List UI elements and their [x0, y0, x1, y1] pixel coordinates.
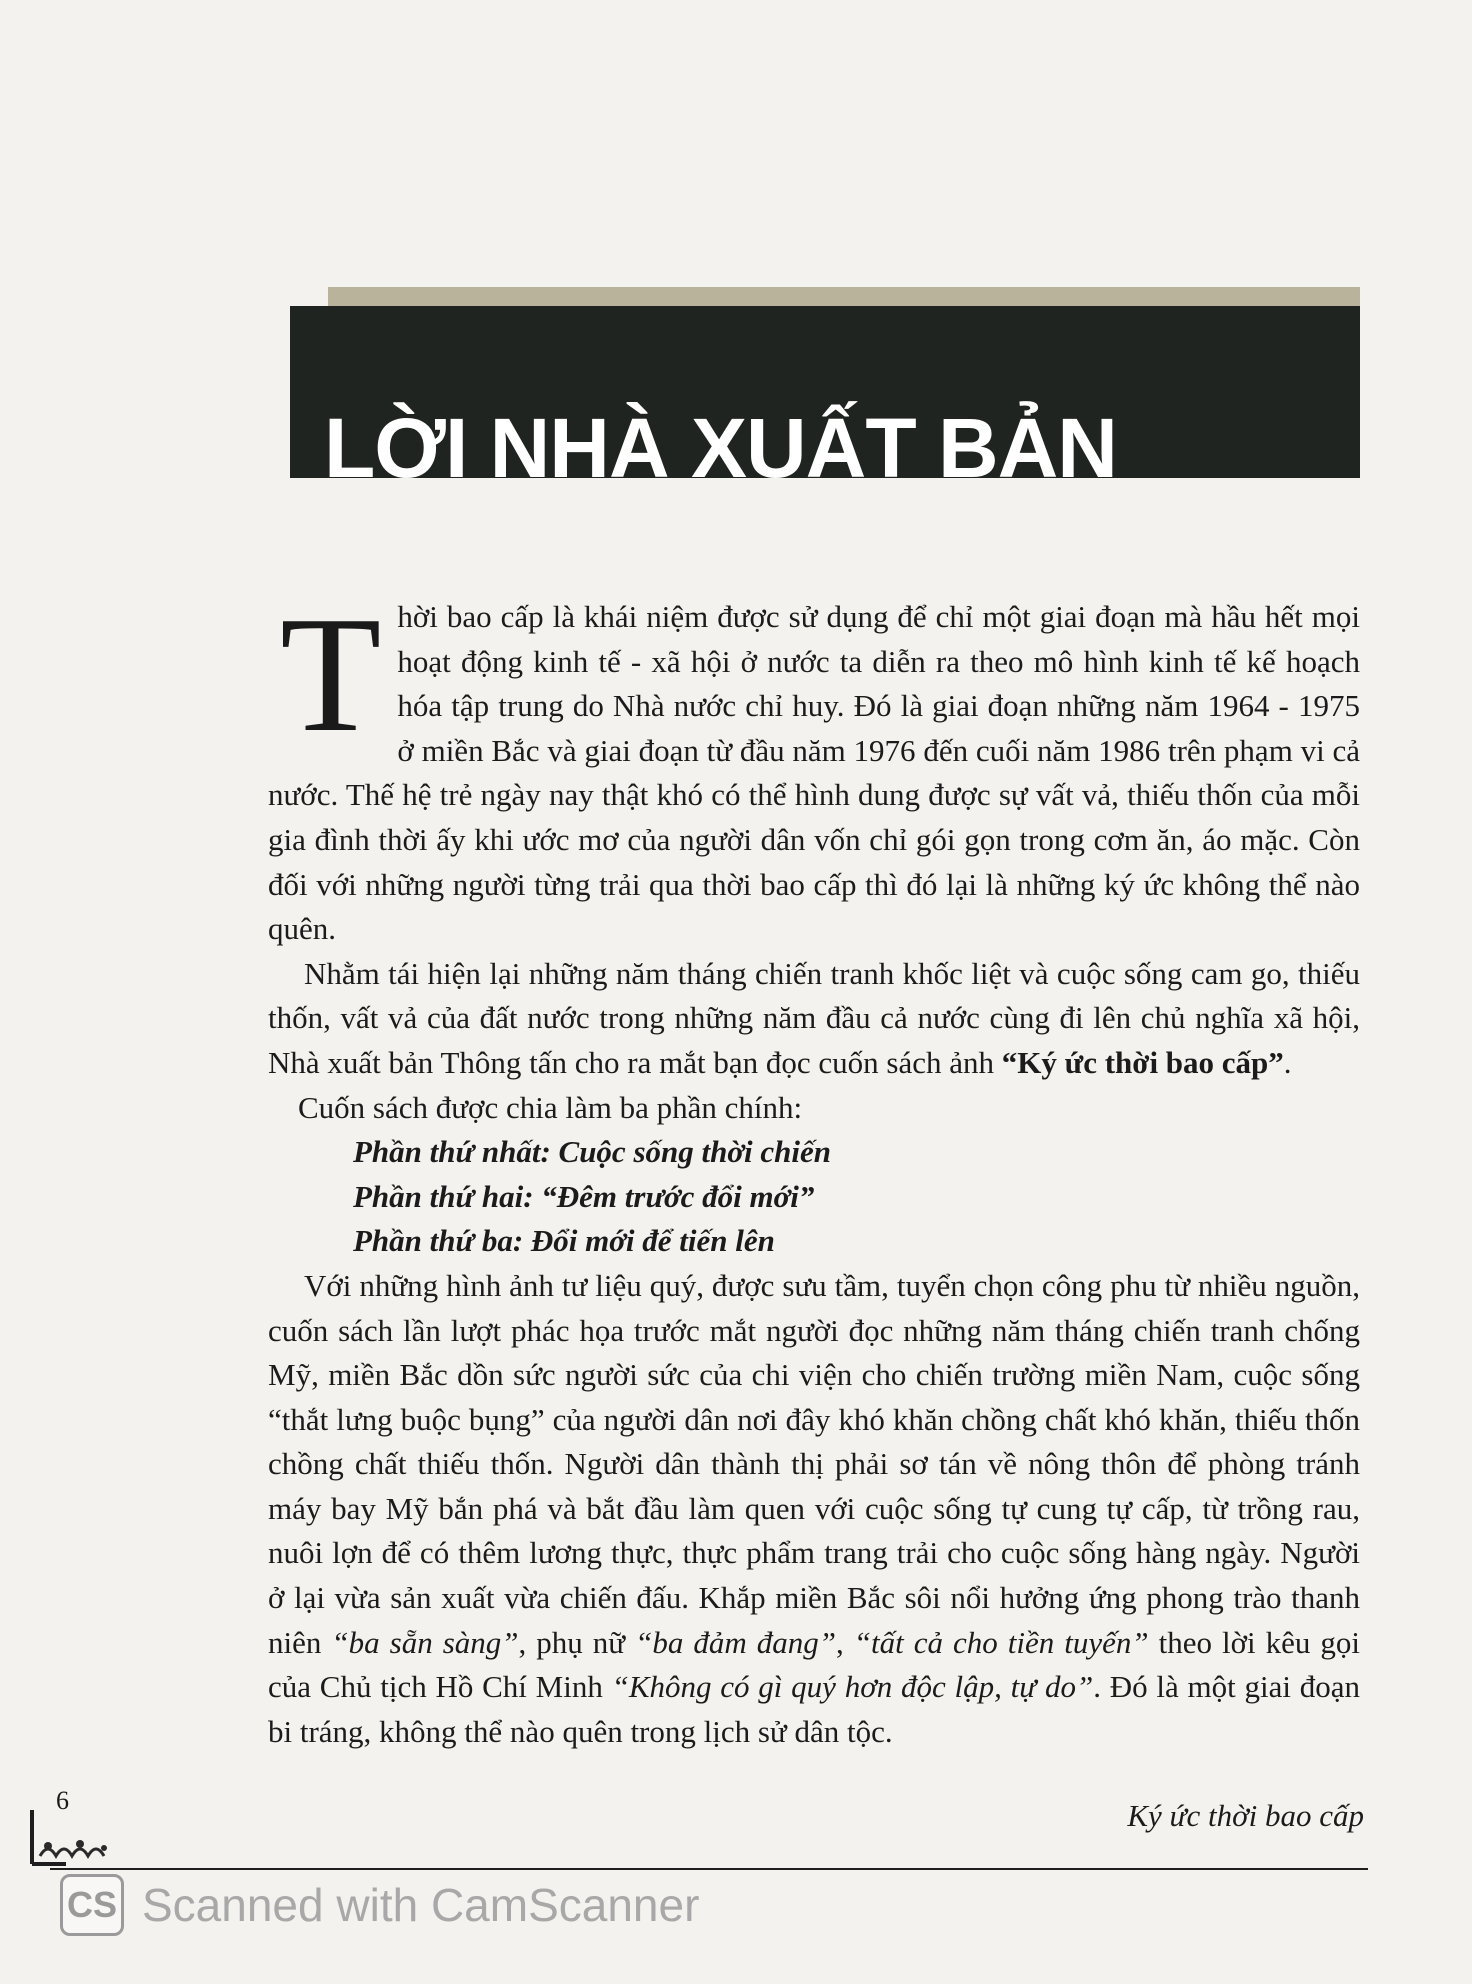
part-one: Phần thứ nhất: Cuộc sống thời chiến [353, 1134, 831, 1170]
footer-ornament-icon [26, 1806, 126, 1868]
quote-tat-ca-cho-tien-tuyen: “tất cả cho tiền tuyến” [853, 1624, 1149, 1660]
part-two: Phần thứ hai: “Đêm trước đổi mới” [353, 1178, 815, 1214]
paragraph-1-text: hời bao cấp là khái niệm được sử dụng để chỉ một giai đoạn mà hầu hết mọi hoạt động kinh tế - xã hội ở nước ta diễn ra theo mô hình kinh tế kế hoạch hóa tập trung do Nhà nước chỉ huy. Đó là giai đoạn những năm 1964 - 1975 ở miền Bắc và giai đoạn từ đầu năm 1976 đến cuối năm 1986 trên phạm vi cả nước. Thế hệ trẻ ngày nay thật khó có thể hình dung được sự vất vả, thiếu thốn của mỗi gia đình thời ấy khi ước mơ của người dân vốn chỉ gói gọn trong cơm ăn, áo mặc. Còn đối với những người từng trải qua thời bao cấp thì đó lại là những ký ức không thể nào quên. [268, 599, 1360, 947]
part-three: Phần thứ ba: Đổi mới để tiến lên [353, 1223, 775, 1259]
scanner-watermark [60, 1872, 699, 1938]
heading-band [290, 306, 1360, 478]
paragraph-2-end: . [1283, 1044, 1292, 1080]
running-footer-title: Ký ức thời bao cấp [1127, 1798, 1364, 1833]
paragraph-4-text-b: , phụ nữ [518, 1624, 636, 1660]
paragraph-4-text-e: . Đó là một giai đoạn bi tráng, không thể nào quên trong lịch sử dân tộc. [268, 1669, 1360, 1749]
paragraph-4 [268, 1264, 1360, 1755]
page-title: LỜI NHÀ XUẤT BẢN [324, 401, 1117, 478]
paragraph-4-text-d: theo lời kêu gọi của Chủ tịch Hồ Chí Minh [268, 1624, 1361, 1705]
quote-doc-lap-tu-do: “Không có gì quý hơn độc lập, tự do” [611, 1669, 1094, 1705]
book-title-quote: “Ký ức thời bao cấp” [1001, 1044, 1284, 1080]
camscanner-logo-icon: CS [60, 1874, 124, 1936]
paragraph-4-text-a: Với những hình ảnh tư liệu quý, được sưu tầm, tuyển chọn công phu từ nhiều nguồn, cuốn sách lần lượt phác họa trước mắt người đọc những năm tháng chiến tranh chống Mỹ, miền Bắc dồn sức người sức của chi viện cho chiến trường miền Nam, cuộc sống “thắt lưng buộc bụng” của người dân nơi đây khó khăn chồng chất khó khăn, thiếu thốn chồng chất thiếu thốn. Người dân thành thị phải sơ tán về nông thôn để phòng tránh máy bay Mỹ bắn phá và bắt đầu làm quen với cuộc sống tự cung tự cấp, từ trồng rau, nuôi lợn để có thêm lương thực, thực phẩm trang trải cho cuộc sống hàng ngày. Người ở lại vừa sản xuất vừa chiến đấu. Khắp miền Bắc sôi nổi hưởng ứng phong trào thanh niên [268, 1267, 1360, 1660]
paragraph-1 [268, 582, 1360, 952]
paragraph-2-text: Nhằm tái hiện lại những năm tháng chiến tranh khốc liệt và cuộc sống cam go, thiếu thốn, vất vả của đất nước trong những năm đầu cả nước cùng đi lên chủ nghĩa xã hội, Nhà xuất bản Thông tấn cho ra mắt bạn đọc cuốn sách ảnh [268, 955, 1360, 1080]
paragraph-2 [268, 952, 1360, 1086]
quote-ba-dam-dang: “ba đảm đang” [635, 1624, 836, 1660]
paragraph-3: Cuốn sách được chia làm ba phần chính: [298, 1089, 803, 1125]
footer-rule [50, 1868, 1368, 1870]
page-number: 6 [56, 1786, 69, 1815]
body-text [268, 582, 1361, 1754]
paragraph-4-text-c: , [835, 1624, 854, 1660]
watermark-text: Scanned with CamScanner [142, 1879, 700, 1931]
drop-cap: T [280, 582, 382, 766]
quote-ba-san-sang: “ba sẵn sàng” [331, 1624, 519, 1660]
